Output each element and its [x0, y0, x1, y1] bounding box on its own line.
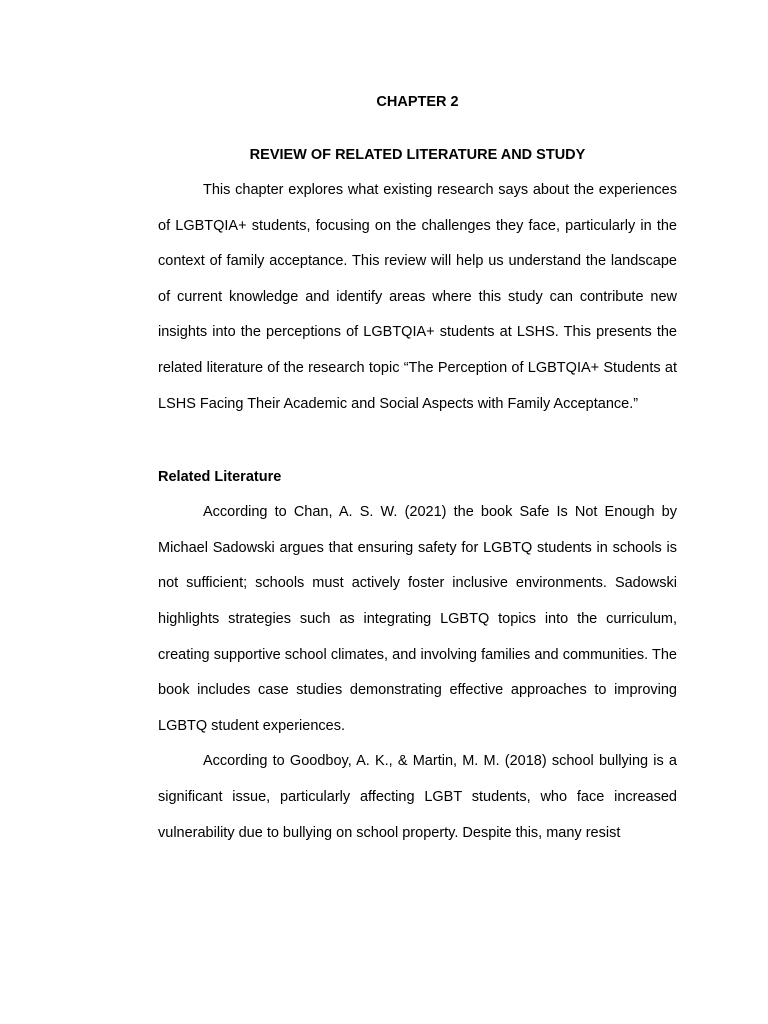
document-page [158, 93, 677, 851]
section-heading: Related Literature [158, 469, 282, 486]
literature-paragraph: According to Goodboy, A. K., & Martin, M. M. (2018) school bullying is a significant issue, particularly affecting LGBT students, who face increased vulnerability due to bullying on school property. Despite this, many resist [158, 753, 677, 841]
intro-paragraph: This chapter explores what existing research says about the experiences of LGBTQIA+ students, focusing on the challenges they face, particularly in the context of family acceptance. This review will help us understand the landscape of current knowledge and identify areas where this study can contribute new insights into the perceptions of LGBTQIA+ students at LSHS. This presents the related literature of the research topic “The Perception of LGBTQIA+ Students at LSHS Facing Their Academic and Social Aspects with Family Acceptance.” [158, 182, 677, 412]
chapter-title: REVIEW OF RELATED LITERATURE AND STUDY [249, 147, 586, 163]
literature-paragraph: According to Chan, A. S. W. (2021) the book Safe Is Not Enough by Michael Sadowski argues that ensuring safety for LGBTQ students in schools is not sufficient; schools must actively foster inclusive environments. Sadowski highlights strategies such as integrating LGBTQ topics into the curriculum, creating supportive school climates, and involving families and communities. The book includes case studies demonstrating effective approaches to improving LGBTQ student experiences. [158, 504, 677, 734]
chapter-number: CHAPTER 2 [376, 94, 459, 110]
